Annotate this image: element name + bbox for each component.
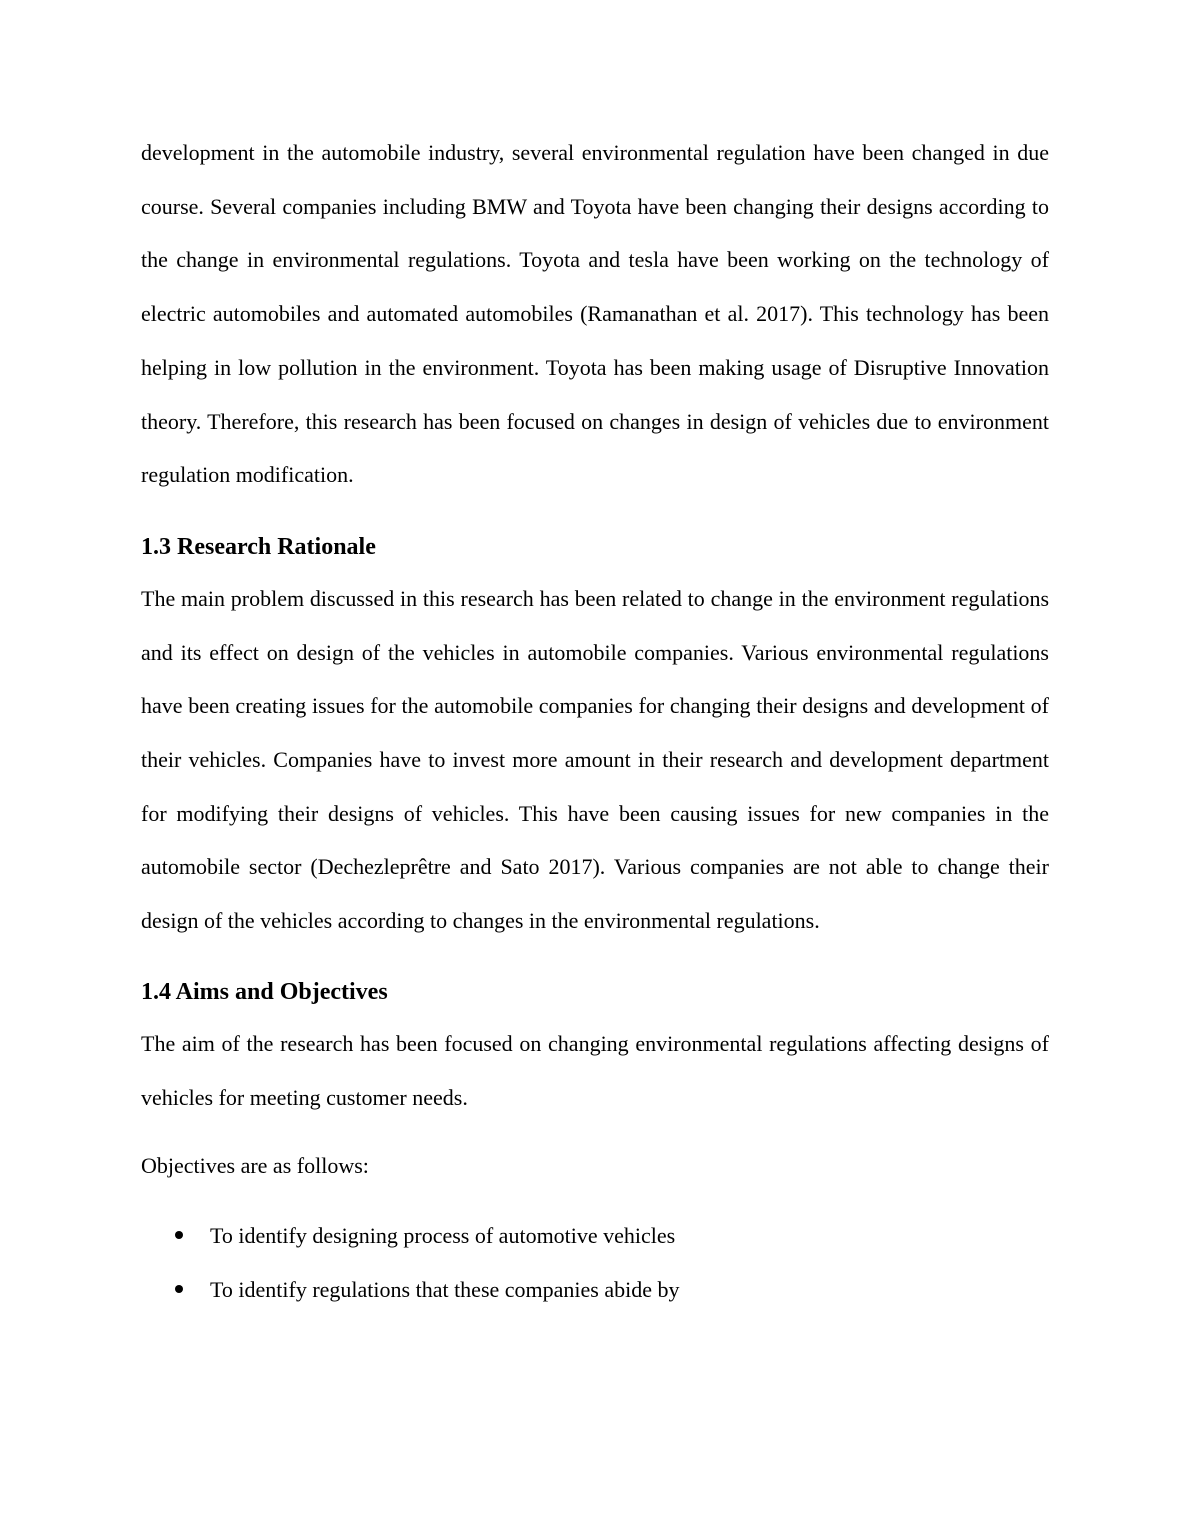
- list-item: [141, 1209, 1049, 1263]
- aims-objectives-heading: 1.4 Aims and Objectives: [141, 978, 388, 1005]
- research-rationale-heading: 1.3 Research Rationale: [141, 533, 376, 560]
- research-rationale-paragraph: The main problem discussed in this research has been related to change in the environment regulations and its effect on design of the vehicles in automobile companies. Various environmental regulations have been creating issues for the automobile companies for changing their designs and development of their vehicles. Companies have to invest more amount in their research and development department for modifying their designs of vehicles. This have been causing issues for new companies in the automobile sector (Dechezleprêtre and Sato 2017). Various companies are not able to change their design of the vehicles according to changes in the environmental regulations.: [141, 585, 1049, 934]
- document-page: [141, 126, 1049, 1316]
- list-item: [141, 1263, 1049, 1317]
- aim-paragraph: The aim of the research has been focused on changing environmental regulations affecting designs of vehicles for meeting customer needs.: [141, 1030, 1049, 1110]
- objective-text: To identify regulations that these companies abide by: [210, 1276, 680, 1302]
- bullet-icon: [175, 1285, 183, 1293]
- objectives-intro: Objectives are as follows:: [141, 1153, 369, 1179]
- objectives-list: [141, 1209, 1049, 1316]
- bullet-icon: [175, 1231, 183, 1239]
- objective-text: To identify designing process of automotive vehicles: [210, 1222, 676, 1248]
- intro-paragraph: development in the automobile industry, several environmental regulation have been changed in due course. Several companies including BMW and Toyota have been changing their designs according to the change in environmental regulations. Toyota and tesla have been working on the technology of electric automobiles and automated automobiles (Ramanathan et al. 2017). This technology has been helping in low pollution in the environment. Toyota has been making usage of Disruptive Innovation theory. Therefore, this research has been focused on changes in design of vehicles due to environment regulation modification.: [141, 140, 1049, 488]
